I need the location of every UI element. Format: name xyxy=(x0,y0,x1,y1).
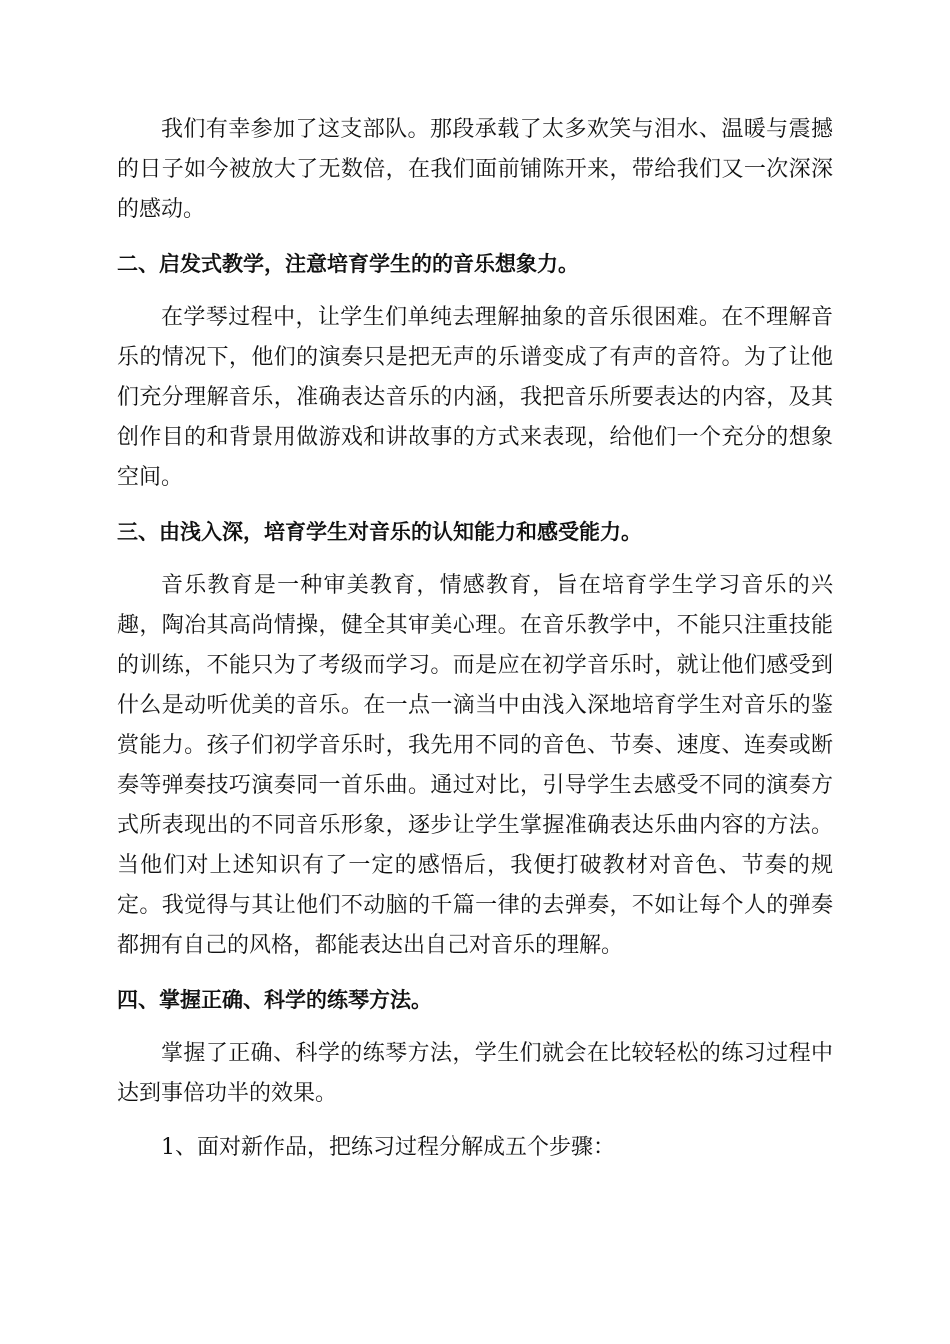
paragraph-imagination: 在学琴过程中，让学生们单纯去理解抽象的音乐很困难。在不理解音乐的情况下，他们的演奏只是把无声的乐谱变成了有声的音符。为了让他们充分理解音乐，准确表达音乐的内涵，我把音乐所要表达的内容，及其创作目的和背景用做游戏和讲故事的方式来表现，给他们一个充分的想象空间。 xyxy=(117,305,833,490)
paragraph-cognition: 音乐教育是一种审美教育，情感教育，旨在培育学生学习音乐的兴趣，陶冶其高尚情操，健全其审美心理。在音乐教学中，不能只注重技能的训练，不能只为了考级而学习。而是应在初学音乐时，就让他们感受到什么是动听优美的音乐。在一点一滴当中由浅入深地培育学生对音乐的鉴赏能力。孩子们初学音乐时，我先用不同的音色、节奏、速度、连奏或断奏等弹奏技巧演奏同一首乐曲。通过对比，引导学生去感受不同的演奏方式所表现出的不同音乐形象，逐步让学生掌握准确表达乐曲内容的方法。当他们对上述知识有了一定的感悟后，我便打破教材对音色、节奏的规定。我觉得与其让他们不动脑的千篇一律的去弹奏，不如让每个人的弹奏都拥有自己的风格，都能表达出自己对音乐的理解。 xyxy=(117,573,833,958)
paragraph-intro: 我们有幸参加了这支部队。那段承载了太多欢笑与泪水、温暖与震撼的日子如今被放大了无数倍，在我们面前铺陈开来，带给我们又一次深深的感动。 xyxy=(117,117,833,222)
paragraph-step-1: 1、面对新作品，把练习过程分解成五个步骤： xyxy=(161,1135,615,1160)
section-heading-4: 四、掌握正确、科学的练琴方法。 xyxy=(117,988,432,1012)
section-heading-3: 三、由浅入深，培育学生对音乐的认知能力和感受能力。 xyxy=(117,520,642,544)
paragraph-practice-method: 掌握了正确、科学的练琴方法，学生们就会在比较轻松的练习过程中达到事倍功半的效果。 xyxy=(117,1041,833,1106)
document-page xyxy=(117,110,833,1168)
section-heading-2: 二、启发式教学，注意培育学生的的音乐想象力。 xyxy=(117,252,579,276)
